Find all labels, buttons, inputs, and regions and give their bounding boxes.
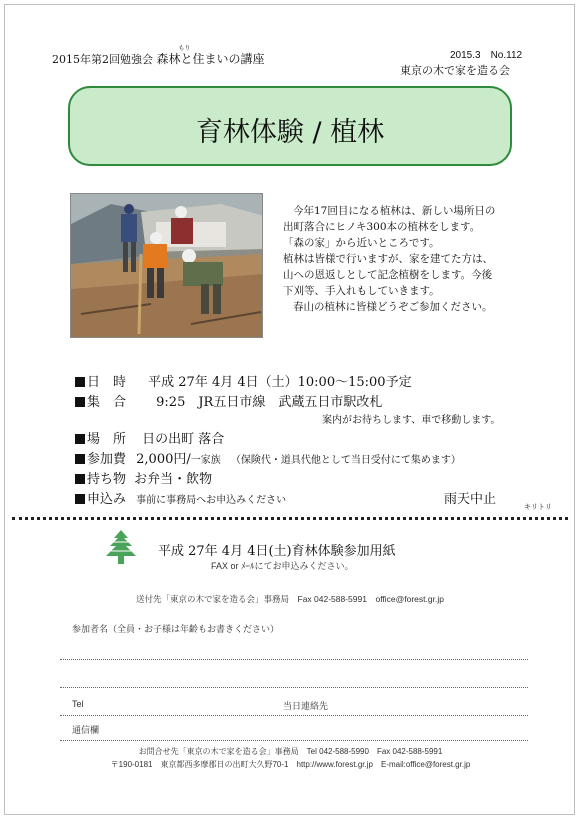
intro-line: 「森の家」から近いところです。 xyxy=(283,237,440,249)
planting-photo xyxy=(70,193,263,338)
apply-value: 事前に事務局へお申込みください xyxy=(136,495,287,506)
furigana: もり xyxy=(178,45,191,52)
contact-label: 当日連絡先 xyxy=(283,701,329,711)
items-value: お弁当・飲物 xyxy=(134,472,213,487)
place-value: 日の出町 落合 xyxy=(142,432,225,447)
send-to: 送付先「東京の木で家を造る会」事務局 Fax 042-588-5991 office@forest.gr.jp xyxy=(136,594,444,604)
course-header xyxy=(52,45,265,67)
apply-label: 申込み xyxy=(87,492,127,507)
bullet-square xyxy=(75,377,85,387)
footer-contact: お問合せ先「東京の木で家を造る会」事務局 Tel 042-588-5990 Fax 042-588-5991 xyxy=(138,747,443,756)
info-items xyxy=(75,468,212,487)
participants-label: 参加者名（全員・お子様は年齢もお書きください） xyxy=(72,624,280,634)
fee-unit: 一家族 xyxy=(190,455,221,466)
title-banner xyxy=(68,86,512,166)
bullet-square xyxy=(75,474,85,484)
intro-paragraph xyxy=(283,203,495,315)
meeting-note: 案内がお待ちします、車で移動します。 xyxy=(322,415,501,426)
intro-line: 山への恩返しとして記念植樹をします。今後 xyxy=(283,269,493,281)
info-datetime xyxy=(75,371,412,390)
series-title xyxy=(156,45,265,66)
fee-value: 2,000円/ xyxy=(136,452,191,467)
info-meeting xyxy=(75,391,382,410)
info-place xyxy=(75,428,224,447)
intro-line: 植林は皆様で行いますが、家を建てた方は、 xyxy=(283,253,493,265)
intro-line: 今年17回目になる植林は、新しい場所日の xyxy=(293,205,496,217)
series-title-text: 森林と住まいの講座 xyxy=(156,52,265,66)
fee-note: （保険代・道具代他として当日受付にて集めます） xyxy=(230,455,461,466)
form-title: 平成 27年 4月 4日(土)育林体験参加用紙 xyxy=(158,544,396,559)
cut-label: キリトリ xyxy=(524,504,552,511)
place-label: 場 所 xyxy=(87,432,127,447)
datetime-label: 日 時 xyxy=(87,375,127,390)
intro-line: 出町落合にヒノキ300本の植林をします。 xyxy=(283,221,481,233)
items-label: 持ち物 xyxy=(87,472,127,487)
meeting-label: 集 合 xyxy=(87,395,127,410)
bullet-square xyxy=(75,397,85,407)
bullet-square xyxy=(75,434,85,444)
info-apply xyxy=(75,488,286,507)
datetime-value: 平成 27年 4月 4日（土）10:00～15:00予定 xyxy=(148,375,412,390)
intro-line: 下刈等、手入れもしていきます。 xyxy=(283,285,440,297)
tree-icon xyxy=(104,530,138,574)
page-title: 育林体験 / 植林 xyxy=(195,117,385,148)
organization-name: 東京の木で家を造る会 xyxy=(400,64,510,77)
info-fee xyxy=(75,448,461,467)
fax-note: FAX or ﾒｰﾙにてお申込みください。 xyxy=(211,561,354,571)
participants-line-2[interactable] xyxy=(60,687,528,688)
footer-address: 〒190-0181 東京都西多摩郡日の出町大久野70-1 http://www.forest.gr.jp E-mail:office@forest.gr.jp xyxy=(110,760,471,769)
participants-line-1[interactable] xyxy=(60,659,528,660)
course-prefix: 2015年第2回勉強会 xyxy=(52,53,153,66)
fee-label: 参加費 xyxy=(87,452,127,467)
comments-label: 通信欄 xyxy=(72,725,100,735)
meeting-value: 9:25 JR五日市線 武蔵五日市駅改札 xyxy=(156,395,383,410)
rain-note: 雨天中止 xyxy=(444,492,497,507)
tel-label: Tel xyxy=(72,699,84,709)
comments-line[interactable] xyxy=(60,740,528,741)
planting-photo-illustration xyxy=(71,194,263,338)
cut-line xyxy=(12,517,568,520)
bullet-square xyxy=(75,494,85,504)
tel-line[interactable] xyxy=(60,715,528,716)
issue-number: 2015.3 No.112 xyxy=(450,50,523,61)
intro-line: 春山の植林に皆様どうぞご参加ください。 xyxy=(293,301,493,313)
bullet-square xyxy=(75,454,85,464)
